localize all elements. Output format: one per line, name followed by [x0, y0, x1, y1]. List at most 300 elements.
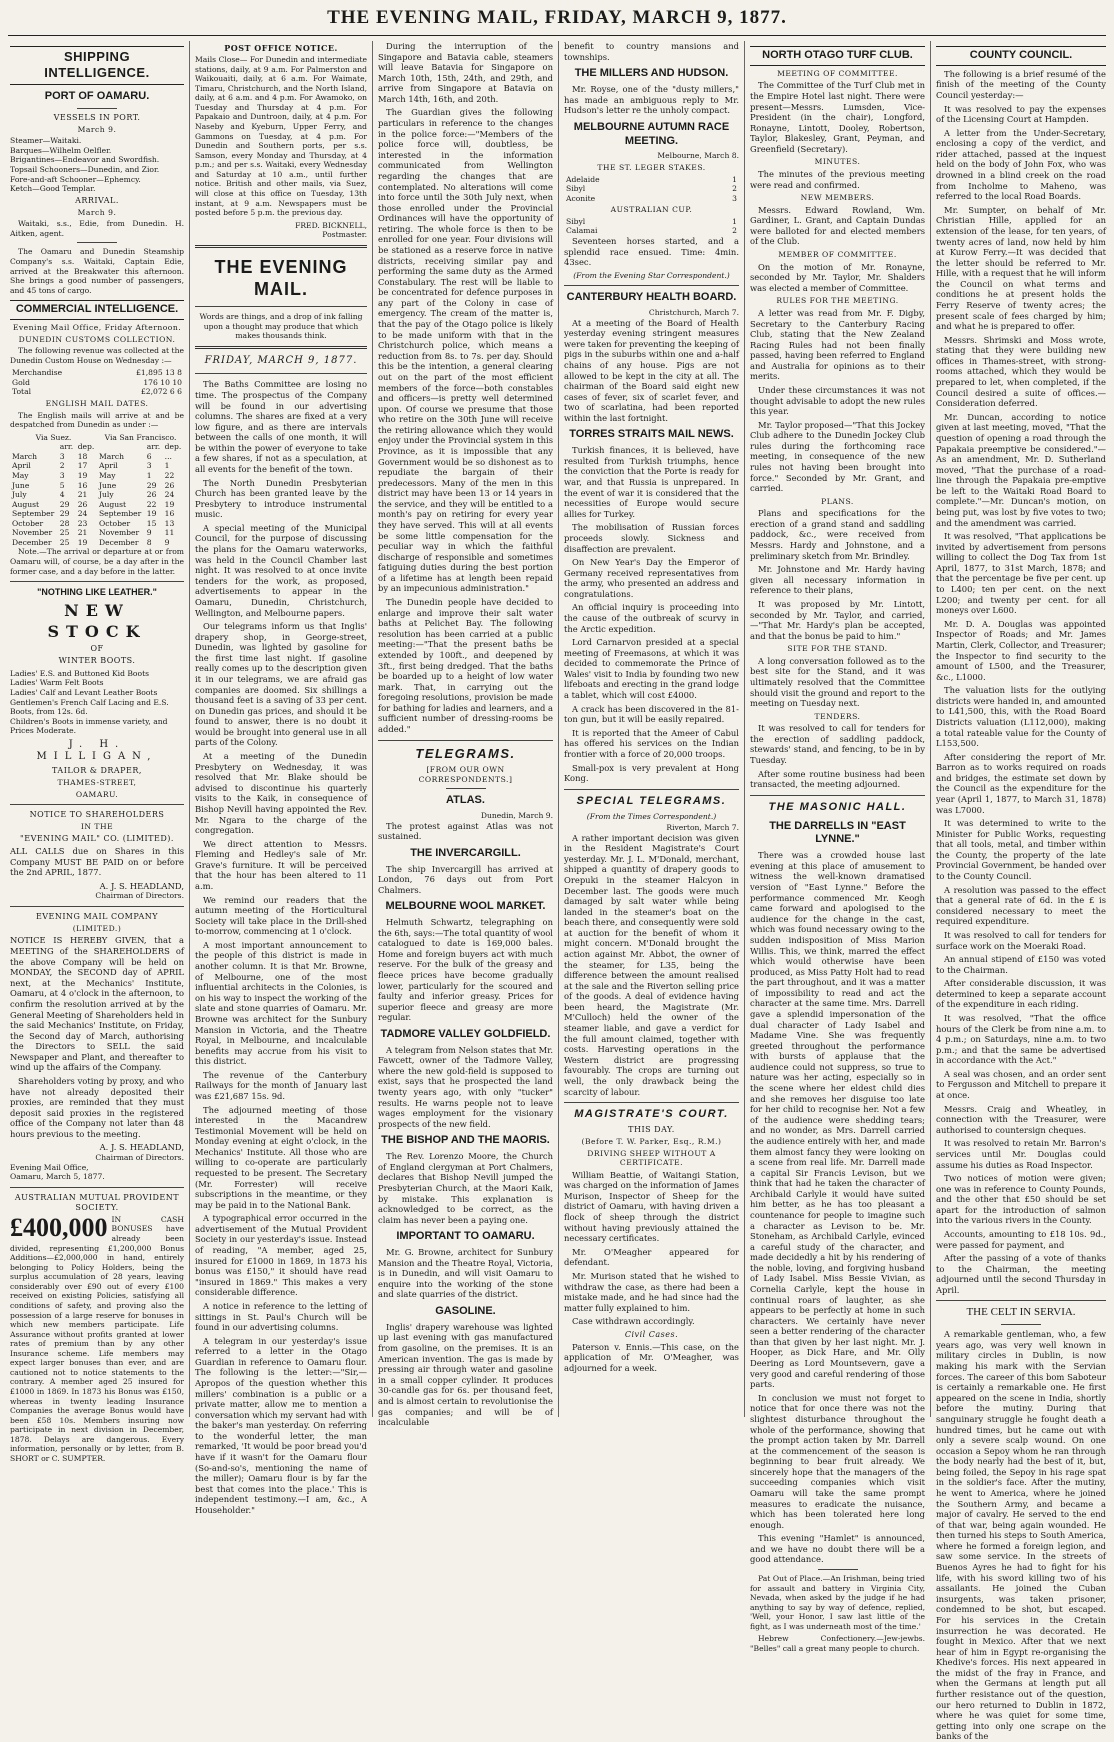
mail-dates-title: ENGLISH MAIL DATES. [45, 399, 149, 408]
list-item: Gentlemen's French Calf Lacing and E.S. Boots, from 12s. 6d. [10, 697, 169, 717]
table-cell: 29 [146, 480, 157, 490]
article-paragraph: A most important announcement to the people of this district is made in another column. It is that Mr. Browne, of Melbourne, one of the most influential architects in the Colonies, is on his way to inspect the working of the slate and stone quarries of Oamaru. Mr. Browne was architect for the Sunbury Mansion in Victoria, and the Theatre Royal, in Melbourne, and incalculable benefits may accrue from his visit to this district. [195, 939, 367, 1067]
divider [10, 804, 184, 805]
article-paragraph: Pat Out of Place.—An Irishman, being tried for assault and battery in Virginia City, Nevada, when asked by the judge if he had anything to say by way of defence, replied, 'Well, your Honor, I saw last little of the fight, as I was underneath most of the time.' [750, 1574, 925, 1631]
shipping-title: SHIPPING INTELLIGENCE. [10, 46, 184, 85]
table-cell: 3 [732, 193, 737, 203]
list-item: Ladies' Warm Felt Boots [10, 678, 104, 688]
table-cell: 2 [732, 226, 737, 236]
table-cell: Sibyl [566, 216, 586, 226]
company-title: EVENING MAIL COMPANY [35, 911, 159, 921]
plans-head: PLANS. [821, 496, 854, 506]
table-row [10, 378, 184, 388]
table-cell: June [98, 480, 117, 490]
mail-note: The English mails will arrive at and be despatched from Dunedin as under :— [10, 410, 184, 430]
race-title: MELBOURNE AUTUMN RACE MEETING. [573, 120, 730, 147]
customs-note: The following revenue was collected at the Dunedin Custom House on Wednesday :— [10, 346, 184, 365]
magistrate-title: MAGISTRATE'S COURT. [574, 1108, 729, 1121]
port-title: PORT OF OAMARU. [44, 89, 150, 102]
article-paragraph: Mr. Duncan, according to notice given at last meeting, moved, "That the question of opening a road through the Papakaia preemptive be considered."—As an amendment, Mr. D. Sutherland moved, "That the purchase of a road-line through the Papakaia pre-emptive be left to the Waitaki Road Board to complete."—Mr. Duncan's motion, on being put, was lost by five votes to two; and the amendment was carried. [936, 411, 1106, 528]
misc-paragraphs [750, 1574, 925, 1654]
table-cell: 4 [59, 490, 65, 500]
article-paragraph: Mr. Johnstone and Mr. Hardy having given all necessary information in reference to their plans, [750, 564, 925, 596]
table-cell: 26 [77, 499, 88, 509]
column-rule [930, 41, 931, 1417]
table-row [10, 509, 184, 519]
article-paragraph: It was resolved, "That applications be invited by advertisement from persons willing to collect the Dog Tax from 1st April, 1877, to 31st March, 1878; and that the percentage be five per cent. up to L400; ten per cent. on the next L200; and twenty per cent. for all moneys over L600. [936, 531, 1106, 616]
table-cell: Adelaide [566, 174, 600, 184]
divider [10, 1187, 184, 1188]
calls-signature: A. J. S. HEADLAND, [99, 880, 184, 891]
millers-text: Mr. Royse, one of the "dusty millers," has made an ambiguous reply to Mr. Hudson's letter re the unholy compact. [564, 84, 739, 116]
millers-title: THE MILLERS AND HUDSON. [574, 67, 729, 80]
celt-title: THE CELT IN SERVIA. [966, 1306, 1076, 1319]
table-cell: Sibyl [566, 184, 586, 194]
article-paragraph: Messrs. Shrimski and Moss wrote, stating that they were building new offices in Thames-street, with strong-rooms attached, which they would be prepared to let, when completed, if the Council desired a suite of offices.—Consideration deferred. [936, 334, 1106, 409]
table-row [10, 461, 184, 471]
article-paragraph: The Baths Committee are losing no time. The prospectus of the Company will be found in our advertising columns. The shares are fixed at a very low figure, and as there are intervals between the calls of one month, it will be within the power of everyone to take a few shares, if not as a speculation, at all events for the benefit of the town. [195, 379, 367, 475]
table-cell: July [98, 490, 114, 500]
site-head: SITE FOR THE STAND. [787, 644, 888, 654]
meeting-text-2: Shareholders voting by proxy, and who have not already deposited their proxies, are reminded that they must deposit said proxies in the registered office of the Company not later than 48 hours previous to the meeting. [10, 1076, 184, 1139]
table-cell: 5 [59, 480, 65, 490]
amp-title: AUSTRALIAN MUTUAL PROVIDENT SOCIETY. [14, 1192, 180, 1212]
vessel-list [10, 136, 184, 193]
divider [750, 795, 925, 796]
table-header: arr. [59, 442, 74, 452]
atlas-title: ATLAS. [446, 794, 485, 807]
leather-title: "NOTHING LIKE LEATHER." [37, 587, 157, 598]
arrival-title: ARRIVAL. [75, 195, 119, 205]
gasoline-text: Inglis' drapery warehouse was lighted up last evening with gas manufactured from gasoline, on the premises. It is an American invention. The gas is made by pressing air through water and gasoline in a small copper cylinder. It produces 30-candle gas for 6s. per thousand feet, and is almost certain to revolutionise the gas companies; and will be of incalculable [378, 1321, 553, 1428]
table-cell: April [12, 461, 31, 471]
column-1 [10, 41, 184, 1463]
customs-title: DUNEDIN CUSTOMS COLLECTION. [18, 334, 176, 344]
list-item: Ladies' Calf and Levant Leather Boots [10, 688, 158, 698]
table-cell: £2,072 6 6 [140, 387, 182, 397]
tadmore-title: TADMORE VALLEY GOLDFIELD. [380, 1027, 551, 1040]
table-cell: 176 10 10 [143, 377, 182, 387]
turf-intro: The Committee of the Turf Club met in the Empire Hotel last night. There were present—Messrs. Lumsden, Vice-President (in the chair), Longford, Ronayne, Lintott, Dooley, Robertson, Taylor, Blakesley, Grant, Peyman, and Greenfield (Secretary). [750, 80, 925, 154]
shipping-note: The Oamaru and Dunedin Steamship Company's s.s. Waitaki, Captain Edie, arrived at the Breakwater this afternoon. She brings a good number of passengers, and 45 tons of cargo. [10, 247, 184, 295]
invercargill-text: The ship Invercargill has arrived at London, 76 days out from Port Chalmers. [378, 863, 553, 895]
article-paragraph: After some routine business had been transacted, the meeting adjourned. [750, 768, 925, 790]
table-cell: 13 [164, 518, 175, 528]
article-paragraph: Case withdrawn accordingly. [572, 1316, 695, 1327]
article-paragraph: The adjourned meeting of those interested in the Macandrew Testimonial Movement will be held on Monday evening at eight o'clock, in the Mechanics' Institute. All those who are willing to co-operate are particularly requested to be present. The Secretary (Mr. Forrester) will receive subscriptions in the meantime, or they may be paid in to the National Bank. [195, 1104, 367, 1210]
race-text: Seventeen horses started, and a splendid race ensued. Time: 4min. 43sec. [564, 235, 739, 268]
divider [77, 242, 117, 243]
health-date: Christchurch, March 7. [648, 308, 739, 318]
article-paragraph: A telegram in our yesterday's issue referred to a letter in the Otago Guardian in reference to Oamaru flour. The following is the letter:—"Sir,—Apropos of the question whether this millers' combination is a public or a private matter, allow me to mention a conversation which my servant had with the baker's man yesterday. On referring to the wonderful letter, the man remarked, 'It would be poor bread you'd have if it wasn't for the Oamaru flour (So-and-so's, mentioning the name of the miller); Oamaru flour is by far the best that comes into the place.' This is independent testimony.—I am, &c., A Householder." [195, 1335, 367, 1515]
article-paragraph: It was resolved to call for tenders for the erection of saddling paddock, stewards' stand, and fencing, to be in by Tuesday. [750, 723, 925, 765]
news-paragraphs [378, 41, 553, 735]
table-cell: Gold [12, 377, 30, 387]
table-cell: 25 [59, 537, 70, 547]
leather-of: OF [90, 643, 104, 653]
article-paragraph: Small-pox is very prevalent at Hong Kong. [564, 762, 739, 784]
table-cell: 23 [77, 518, 88, 528]
table-cell [97, 442, 145, 452]
article-paragraph: The mobilisation of Russian forces proceeds slowly. Sickness and disaffection are prevalent. [564, 522, 739, 554]
table-cell: 11 [164, 528, 175, 538]
milligan-town: OAMARU. [75, 789, 119, 799]
article-paragraph: A notice in reference to the letting of sittings in St. Paul's Church will be found in our advertising columns. [195, 1300, 367, 1333]
divider [564, 285, 739, 286]
commercial-title: COMMERCIAL INTELLIGENCE. [10, 300, 184, 320]
divider [446, 788, 486, 789]
table-cell: 1 [732, 174, 737, 184]
article-paragraph: The North Dunedin Presbyterian Church has been granted leave by the Presbytery to introduce instrumental music. [195, 477, 367, 520]
table-cell: August [98, 499, 127, 509]
table-cell: 18 [77, 451, 88, 461]
post-office-title: POST OFFICE NOTICE. [224, 43, 338, 53]
article-paragraph: There was a crowded house last evening at this place of amusement to witness the well-known dramatised version of "East Lynne." Before the performance commenced Mr. Keogh came forward and apologised to the audience for the change in the cast, which was found necessary owing to the sudden indisposition of Miss Marion Willis. This, we think, marred the effect which would otherwise have been produced, as Miss Patty Holt had to read the part throughout, and it was a matter of impossibility to read and act the character at the same time. Mrs. Darrell gave a splendid impersonation of the dual character of Lady Isabel and Madame Vine. She was frequently greeted throughout the performance with bursts of applause that the audience could not suppress, so true to nature was her acting, especially so in the scene where her eldest child dies and she removes her disguise too late for her child to recognise her. Not a few of the audience were shedding tears; and no wonder, as Mrs. Darrell carried the audience entirely with her, and made them almost fancy they were looking on a scene from real life. Mr. Darrell made a capital Sir Francis Levison, but we think that had he taken the character of Archibald Carlyle it would have suited him better, as he has too pleasant a countenance for people to imagine such a character as Levison to be. Mr. Stoneham, as Archibald Carlyle, evinced a careful study of the character, and made decidedly a hit by his rendering of the noble, loving, and forgiving husband of Lady Isabel. Miss Bessie Vivian, as Cornelia Carlyle, kept the house in continual roars of laughter, as she appears to be perfectly at home in such characters. We certainly have never seen a better rendering of the character than that given by her last night. Mr. J. Hooper, as Dick Hare, and Mr. Olly Deering as Lord Mountsevern, gave a very good and careful rendering of those parts. [750, 850, 925, 1390]
table-header: Via San Francisco. [104, 432, 177, 442]
table-cell: 22 [146, 499, 157, 509]
telegrams-sub: [FROM OUR OWN CORRESPONDENTS.] [418, 764, 513, 784]
article-paragraph: Mr. D. A. Douglas was appointed Inspector of Roads; and Mr. James Martin, Clerk, Collector, and Treasurer; the Inspector to find security to the amount of L500, and the Treasurer, &c., L1000. [936, 618, 1106, 682]
article-paragraph: It was proposed by Mr. Lintott, seconded by Mr. Taylor, and carried,—"That Mr. Hardy's plan be accepted, and that the bonus be paid to him." [750, 598, 925, 641]
meeting-date: Oamaru, March 5, 1877. [10, 1172, 105, 1182]
celt-paragraphs [936, 1329, 1106, 1742]
committee-head: MEMBER OF COMMITTEE. [778, 250, 897, 260]
article-paragraph: A remarkable gentleman, who, a few years ago, was very well known in military circles in Dublin, is now making his mark with the Servian forces. The career of this bom Saboteur is certainly a remarkable one. He first appeared on the scene in India, shortly before the mutiny. During that sanguinary struggle he fought death a hundred times, but he came out with only a severe scalp wound. On one occasion a Sepoy whom he ran through the body nearly had the best of it, but, being foiled, the Sepoy in his rage spat in the soldier's face. After the mutiny, he went to America, where he joined the Southern Army, and became a major of cavalry. He served to the end of that war, being again wounded. He then turned his steps to South America, where he formed a foreign legion, and saw some service. In the streets of Buenos Ayres he had to fight for his life, with his sword killing two of his assailants. He joined the Cuban insurgents, was taken prisoner, condemned to be shot, but escaped. For his services in the Cretain insurrection he was decorated. He fought in Mexico. After that we next hear of him in Egypt re-organising the Khedive's forces. His next appeared in the midst of the fray in France, and when the Germans at length put all further resistance out of the question, our hero returned to Dublin in 1872, where he was quiet for some time, getting into only one scrape on the banks of the [936, 1329, 1106, 1742]
rules-head: RULES FOR THE MEETING. [776, 296, 899, 306]
table-row [564, 184, 739, 194]
table-cell: 3 [59, 470, 65, 480]
column-5 [750, 41, 925, 1653]
amp-text: IN CASH BONUSES have already been divided, representing £1,200,000 Bonus Additions—£2,000,000 in hand, entirely belonging to Policy Holders, being the surplus accumulation of 28 years, leaving considerably over £90 out of every £100 received on existing Policies, satisfying all conditions of safety, and proving also the possession of a large reserve for bonuses in which new members participate. Life Assurance without profits granted at lower rates of premium than by any other Insurance scheme. Life members may expect larger bonuses than ever, and are cautioned not to notice statements to the contrary. A member aged 25 insured for £1000 in 1869. In 1873 his Bonus was £150, whereas in twenty leading Insurance Companies the average Bonus would have been £58 10s. Members insuring now participate in next division in December, 1878. Delays are dangerous. Every information, personally or by letter, from B. SHORT or C. SUMPTER. [10, 1214, 184, 1463]
table-cell: 17 [77, 461, 88, 471]
table-row [10, 519, 184, 529]
table-header: dep. [77, 442, 95, 452]
meeting-role: Chairman of Directors. [95, 1153, 184, 1163]
table-row [564, 217, 739, 227]
article-paragraph: An annual stipend of £150 was voted to the Chairman. [936, 954, 1106, 975]
table-row [10, 452, 184, 462]
table-cell: June [12, 480, 30, 490]
table-cell: 2 [59, 461, 65, 471]
table-cell: October [98, 518, 131, 528]
article-paragraph: At a meeting of the Dunedin Presbytery on Wednesday, it was resolved that Mr. Blake should be advised to discontinue his quarterly visits to the Kaik, in consequence of Bishop Nevill having appointed the Rev. Mr. Ngara to the charge of the congregation. [195, 751, 367, 836]
table-row [10, 528, 184, 538]
rules-paragraphs [750, 308, 925, 494]
council-title: COUNTY COUNCIL. [936, 46, 1106, 66]
important-text: Mr. G. Browne, architect for Sunbury Mansion and the Theatre Royal, Victoria, is in Dunedin, and will visit Oamaru to enquire into the working of the stone and slate quarries of the district. [378, 1247, 553, 1300]
table-cell [10, 442, 58, 452]
table-header: Via Suez. [35, 432, 72, 442]
race-cup: AUSTRALIAN CUP. [610, 205, 693, 215]
shareholders-company: "EVENING MAIL" CO. (LIMITED). [20, 833, 174, 843]
article-paragraph: Mr. Sumpter, on behalf of Mr. Christian Hille, applied for an extension of the lease, for ten years, of twenty acres of land, now held by him at Kurow Ferry.—It was decided that the letter should be referred to Mr. Hille, with a request that he will inform the Council on what terms and conditions he at present holds the Ferry Reserve of twenty acres; the present scale of fees charged by him; and what he is prepared to offer. [936, 204, 1106, 332]
table-cell: December [12, 537, 52, 547]
table-cell: September [98, 509, 142, 519]
leather-list [10, 669, 184, 736]
mail-footnote: Note.—The arrival or departure at or from Oamaru will, of course, be a day after in the former case, and a day before in the latter. [10, 547, 184, 576]
table-header: dep. [164, 442, 182, 452]
telegrams-title: TELEGRAMS. [415, 745, 516, 761]
list-item: Ladies' E.S. and Buttoned Kid Boots [10, 668, 150, 678]
race-credit: (From the Evening Star Correspondent.) [573, 270, 730, 280]
article-paragraph: Mr. Murison stated that he wished to withdraw the case, as there had been a mistake made, and he had since had the matter fully explained to him. [564, 1270, 739, 1313]
table-cell: 19 [164, 499, 175, 509]
article-paragraph: A crack has been discovered in the 81-ton gun, but it will be easily repaired. [564, 703, 739, 725]
divider [378, 740, 553, 741]
article-paragraph: Under these circumstances it was not thought advisable to adopt the new rules this year. [750, 384, 925, 417]
special-text: A rather important decision was given in the Resident Magistrate's Court yesterday. Mr. J. L. M'Donald, merchant, shipped a quantity of drapery goods to Orepuki in the steamer Halcyon in December last. The goods were much damaged by salt water while being landed in the steamer's boat on the beach there, and consequently were sold at auction for the benefit of whom it might concern. M'Donald brought the action against Mr. Abbot, the owner of the steamer, for L35, being the difference between the amount realised at the sale and the Riverton selling price of the goods. A deal of evidence having been heard, the Magistrate (Mr. M'Culloch) held the owner of the steamer liable, and gave a verdict for the full amount claimed, together with costs. Harvesting operations in the Western district are progressing favourably. The crops are turning out well, the only drawback being the scarcity of labour. [564, 832, 739, 1097]
minutes-text: The minutes of the previous meeting were read and confirmed. [750, 169, 925, 190]
turf-meeting: MEETING OF COMMITTEE. [777, 68, 898, 78]
table-cell: December [98, 537, 139, 547]
table-cell: 24 [77, 509, 88, 519]
table-cell: October [12, 518, 44, 528]
table-row [10, 387, 184, 397]
table-cell: Merchandise [12, 368, 63, 378]
table-cell: ... [164, 451, 172, 461]
divider [564, 789, 739, 790]
bishop-text: The Rev. Lorenzo Moore, the Church of England clergyman at Port Chalmers, declares that Bishop Nevill jumped the Presbyterian Church, at the Maori Kaik, by mistake. This explanation is acknowledged to be correct, as the claim has never been a paying one. [378, 1151, 553, 1225]
table-cell: 6 [146, 451, 152, 461]
divider [818, 1569, 858, 1570]
milligan-name: J. H. MILLIGAN, [36, 738, 158, 763]
masonic-paragraphs [750, 850, 925, 1565]
mail-table [10, 433, 184, 548]
table-cell: April [98, 461, 118, 471]
race-date: Melbourne, March 8. [657, 151, 739, 161]
article-paragraph: It was resolved to retain Mr. Barron's services until Mr. Douglas could assume his duties as Road Inspector. [936, 1138, 1106, 1170]
table-cell: 1 [732, 216, 737, 226]
list-item: Children's Boots in immense variety, and Prices Moderate. [10, 716, 168, 736]
health-title: CANTERBURY HEALTH BOARD. [566, 291, 737, 304]
article-paragraph: Mr. O'Meagher appeared for defendant. [564, 1246, 739, 1268]
site-text: A long conversation followed as to the best site for the Stand, and it was ultimately resolved that the Committee should visit the ground and report to the meeting on Tuesday next. [750, 655, 925, 709]
article-paragraph: A resolution was passed to the effect that a general rate of 6d. in the £ is considered necessary to meet the required expenditure. [936, 884, 1106, 927]
table-cell: 9 [164, 537, 170, 547]
civil-text: Paterson v. Ennis.—This case, on the application of Mr. O'Meagher, was adjourned for a week. [564, 1341, 739, 1374]
wool-text: Helmuth Schwartz, telegraphing on the 6th, says:—The total quantity of wool catalogued to date is 169,000 bales. Home and foreign buyers act with much reserve. For the bulk of the greasy and fleece prices have become gradually lower, particularly for the scoured and faulty and inferior greasy. Prices for superior fleece and greasy are more regular. [378, 917, 553, 1023]
special-credit: (From the Times Correspondent.) [586, 811, 717, 821]
masthead-rule [8, 35, 1106, 36]
table-cell: May [12, 470, 29, 480]
atlas-date: Dunedin, March 9. [480, 810, 553, 820]
table-cell: 3 [146, 461, 152, 471]
table-row [10, 368, 184, 378]
divider [936, 1300, 1106, 1301]
table-cell: 22 [164, 470, 175, 480]
mail-rows [10, 452, 184, 548]
article-paragraph: The revenue of the Canterbury Railways for the month of January last was £21,687 15s. 9d. [195, 1069, 367, 1101]
table-cell: 21 [77, 490, 88, 500]
table-row [10, 500, 184, 510]
column-rule [189, 41, 190, 1417]
torres-title: TORRES STRAITS MAIL NEWS. [569, 428, 734, 441]
milligan-trade: TAILOR & DRAPER, [52, 766, 142, 776]
vessels-date: March 9. [77, 124, 117, 134]
article-paragraph: Hebrew Confectionery.—Jew-jewbs. "Belles" call a great many people to church. [750, 1634, 925, 1653]
table-header: arr. [146, 442, 161, 452]
list-item: Topsail Schooners—Dunedin, and Zior. [10, 164, 160, 174]
meeting-text: NOTICE IS HEREBY GIVEN, that a MEETING of the SHAREHOLDERS of the above Company will be held on MONDAY, the SECOND day of APRIL next, at the Mechanics' Institute, Oamaru, at 4 o'clock in the afternoon, to confirm the resolution arrived at by the General Meeting of Shareholders held in the said Mechanics' Institute, on Friday, the Second day of March, authorising the Directors to SELL the said Newspaper and Plant, and thereafter to wind up the affairs of the Company. [10, 935, 184, 1073]
meeting-signature: A. J. S. HEADLAND, [99, 1142, 184, 1153]
table-cell: March [12, 451, 38, 461]
darrells-title: THE DARRELLS IN "EAST LYNNE." [769, 819, 906, 846]
table-row [10, 490, 184, 500]
wool-title: MELBOURNE WOOL MARKET. [385, 900, 546, 913]
table-cell: 25 [59, 528, 70, 538]
magistrate-before: (Before T. W. Parker, Esq., R.M.) [581, 1137, 722, 1147]
table-cell: Aconite [566, 193, 596, 203]
race-stakes: THE ST. LEGER STAKES. [597, 163, 706, 173]
torres-paragraphs [564, 445, 739, 783]
article-paragraph: It was resolved, "That the office hours of the Clerk be from nine a.m. to 4 p.m.; on Saturdays, nine a.m. to two p.m.; and that the same be advertised in accordance with the Act." [936, 1013, 1106, 1066]
column-rule [558, 41, 559, 1417]
article-paragraph: It is reported that the Ameer of Cabul has offered his services on the Indian frontier with a force of 20,000 troops. [564, 727, 739, 759]
table-cell: 8 [146, 537, 152, 547]
article-paragraph: After the passing of a vote of thanks to the Chairman, the meeting adjourned until the second Thursday in April. [936, 1253, 1106, 1295]
leather-new: NEW STOCK [47, 601, 147, 641]
table-row [10, 481, 184, 491]
table-row [564, 226, 739, 236]
company-sub: (LIMITED.) [72, 923, 122, 933]
article-paragraph: A typographical error occurred in the advertisement of the Mutual Provident Society in our yesterday's issue. Instead of reading, "A member, aged 25, insured for £1000 in 1869, in 1873 his bonus was £150," it should have read "insured in 1869." This makes a very considerable difference. [195, 1213, 367, 1298]
calls-role: Chairman of Directors. [95, 891, 184, 901]
table-cell: 1 [164, 461, 170, 471]
article-paragraph: A letter from the Under-Secretary, enclosing a copy of the verdict, and rider attached, passed at the inquest held on the body of John Fox, who was drowned in a blind creek on the road from Incholme to Maheno, was referred to the local Road Boards. [936, 127, 1106, 202]
table-cell: Total [12, 387, 32, 397]
article-paragraph: It was resolved to call for tenders for surface work on the Moeraki Road. [936, 929, 1106, 951]
article-paragraph: After considering the report of Mr. Barron as to works required on roads and bridges, the estimate set down by the Council as the expenditure for the year (April 1, 1877, to March 31, 1878) was L7000. [936, 751, 1106, 815]
sheep-paragraphs [564, 1170, 739, 1327]
civil-title: Civil Cases. [624, 1329, 679, 1339]
table-cell: November [98, 528, 140, 538]
article-paragraph: An official inquiry is proceeding into the cause of the outbreak of scurvy in the Arctic expedition. [564, 602, 739, 634]
atlas-text: The protest against Atlas was not sustained. [378, 820, 553, 842]
riverton-date: Riverton, March 7. [666, 823, 739, 833]
vessels-title: VESSELS IN PORT. [53, 112, 141, 122]
sheep-title: DRIVING SHEEP WITHOUT A CERTIFICATE. [587, 1148, 716, 1168]
list-item: Barques—Wilhelm Oelfler. [10, 145, 112, 155]
table-cell: £1,895 13 8 [136, 368, 182, 378]
magistrate-day: THIS DAY. [628, 1124, 675, 1134]
members-head: NEW MEMBERS. [800, 193, 875, 203]
table-cell: 15 [146, 518, 157, 528]
divider [10, 581, 184, 582]
members-text: Messrs. Edward Rowland, Wm. Gardiner, L. Grant, and Captain Dundas were balloted for and elected members of the Club. [750, 204, 925, 247]
table-cell: 29 [59, 499, 70, 509]
calls-text: ALL CALLS due on Shares in this Company MUST BE PAID on or before the 2nd APRIL, 1877. [10, 845, 184, 878]
article-paragraph: A seal was chosen, and an order sent to Fergusson and Mitchell to prepare it at once. [936, 1068, 1106, 1101]
article-paragraph: After considerable discussion, it was determined to keep a separate account of the expenditure in each riding. [936, 978, 1106, 1010]
article-paragraph: Two notices of motion were given; one was in reference to County Pounds, and the other that £50 should be set apart for the introduction of salmon into the various rivers in the County. [936, 1173, 1106, 1226]
article-paragraph: Plans and specifications for the erection of a grand stand and saddling paddock, &c., were received from Messrs. Hardy and Johnstone, and a preliminary sketch from Mr. Brindley. [750, 508, 925, 561]
table-cell: 21 [77, 528, 88, 538]
cup-table [564, 217, 739, 236]
paper-motto: Words are things, and a drop of ink falling upon a thought may produce that which makes thousands think. [199, 312, 363, 341]
leather-winter: WINTER BOOTS. [58, 655, 136, 665]
committee-text: On the motion of Mr. Ronayne, seconded by Mr. Taylor, Mr. Shalders was elected a member of Committee. [750, 261, 925, 293]
arrival-date: March 9. [77, 207, 117, 217]
article-paragraph: Lord Carnarvon presided at a special meeting of Freemasons, at which it was decided to commemorate the Prince of Wales' visit to India by founding two new lifeboats and erecting in the grand lodge a tablet, which will cost £4000. [564, 637, 739, 701]
table-cell: 16 [77, 480, 88, 490]
milligan-street: THAMES-STREET, [57, 778, 137, 788]
issue-dateline: FRIDAY, MARCH 9, 1877. [204, 354, 358, 366]
article-paragraph: It was resolved to pay the expenses of the Licensing Court at Hampden. [936, 103, 1106, 125]
table-cell: 26 [164, 480, 175, 490]
table-cell: 19 [77, 470, 88, 480]
divider [77, 108, 117, 109]
race-table [564, 175, 739, 204]
important-title: IMPORTANT TO OAMARU. [396, 1230, 535, 1243]
divider [195, 346, 367, 349]
divider [564, 1102, 739, 1103]
commercial-intro: Evening Mail Office, Friday Afternoon. [12, 323, 182, 333]
article-paragraph: During the interruption of the Singapore and Batavia cable, steamers will leave Batavia for Singapore on March 10th, 15th, 24th, and 29th, and arrive from Singapore at Batavia on March 14th, 16th, and 20th. [378, 41, 553, 104]
table-row [10, 471, 184, 481]
table-row [10, 442, 184, 452]
masthead: THE EVENING MAIL, FRIDAY, MARCH 9, 1877. [327, 7, 787, 28]
article-paragraph: William Beattie, of Waitangi Station, was charged on the information of James Murison, Inspector of Sheep for the district of Oamaru, with having driven a flock of sheep through the district without having previously attained the necessary certificates. [564, 1169, 739, 1244]
article-paragraph: Accounts, amounting to £18 10s. 9d., were passed for payment, and [936, 1228, 1106, 1250]
article-paragraph: It was determined to write to the Minister for Public Works, requesting that all tools, metal, and timber within the County, the property of the late Provincial Government, be handed over to the County Council. [936, 818, 1106, 882]
article-paragraph: Messrs. Craig and Wheatley, in connection with the Treasurer, were authorised to countersign cheques. [936, 1103, 1106, 1135]
article-paragraph: Mr. Taylor proposed—"That this Jockey Club adhere to the Dunedin Jockey Club rules during the forthcoming race meeting, in consequence of the new rules not having been brought into force." Seconded by Mr. Grant, and carried. [750, 419, 925, 494]
list-item: Brigantines—Endeavor and Swordfish. [10, 155, 160, 165]
table-row [564, 194, 739, 204]
article-paragraph: The following is a brief resumé of the finish of the meeting of the County Council yesterday:— [936, 68, 1106, 101]
table-cell: May [98, 470, 116, 480]
article-paragraph: A special meeting of the Municipal Council, for the purpose of discussing the plans for the Oamaru waterworks, was held in the Council Chamber last night. It was resolved to at once invite tenders for the work, as proposed, advertisements to appear in the Oamaru, Dunedin, Christchurch, Wellington, and Melbourne papers. [195, 522, 367, 618]
table-cell: 3 [59, 451, 65, 461]
table-cell: 1 [146, 470, 152, 480]
article-paragraph: We remind our readers that the autumn meeting of the Horticultural Society will take place in the Drill-shed to-morrow, commencing at 1 o'clock. [195, 894, 367, 937]
article-paragraph: This evening "Hamlet" is announced, and we have no doubt there will be a good attendance. [750, 1533, 925, 1565]
gasoline-title: GASOLINE. [435, 1305, 496, 1318]
divider [10, 906, 184, 907]
shareholders-title: NOTICE TO SHAREHOLDERS [29, 810, 165, 820]
minutes-head: MINUTES. [814, 157, 861, 167]
divider [195, 245, 367, 248]
bishop-title: THE BISHOP AND THE MAORIS. [381, 1134, 550, 1147]
list-item: Steamer—Waitaki. [10, 136, 82, 146]
customs-table [10, 368, 184, 397]
council-paragraphs [936, 69, 1106, 1296]
list-item: Ketch—Good Templar. [10, 184, 96, 194]
table-cell: 19 [146, 509, 157, 519]
article-paragraph: The Guardian gives the following particulars in reference to the changes in the police force:—"Members of the police force will, doubtless, be interested in the information communicated from Wellington regarding the changes that are contemplated. No alterations will come into force until the 30th July next, when those enrolled under the Provincial Ordinances will have the opportunity of retiring. The whole force is then to be enrolled for one year. Four divisions will be stationed as a reserve force in native districts, receiving similar pay and performing the same duty as the Armed Constabulary. The rest will be liable to be concentrated for defence purposes in any part of the Colony in case of emergency. The cream of the matter is, that the pay of the Otago police is likely to be made uniform with that in the Christchurch police, which means a reduction from 8s. to 7s. per day. Should this be the intention, a general clearing out on the part of the most efficient members of the force—both constables and officers—is pretty well determined upon. Of course we presume that those who retire on the 30th June will receive the retiring allowance which they would enjoy under the Provincial system in this Province, as it is impossible that any Government would be so dishonest as to repudiate the bargain of their predecessors. Many of the men in this district may have been 13 or 14 years in the service, and they will be entitled to a month's pay on retiring for every year they have served. This will at all events be some little compensation for the peculiar way in which the faithful discharge of responsible and sometimes fatiguing duties during the best portion of a lifetime has at length been repaid by an impecunious administration." [378, 107, 553, 594]
arrival-text: Waitaki, s.s., Edie, from Dunedin. H. Aitken, agent. [10, 219, 184, 238]
meeting-office: Evening Mail Office, [10, 1162, 89, 1172]
column-rule [372, 41, 373, 1417]
table-cell: 28 [59, 518, 70, 528]
column-2 [195, 41, 367, 1515]
table-cell: 9 [146, 528, 152, 538]
post-office-signature: FRED. BICKNELL, [295, 220, 367, 230]
shareholders-sub: IN THE [80, 822, 114, 832]
tadmore-text: A telegram from Nelson states that Mr. Fawcett, owner of the Tadmore Valley, where the new gold-field is supposed to exist, says that he prospected the land twenty years ago, with only "tucker" results. He warns people not to leave wages employment for the visionary prospects of the new field. [378, 1044, 553, 1129]
article-paragraph: Our telegrams inform us that Inglis' drapery shop, in George-street, Dunedin, was lighted by gasoline for the first time last night. If gasoline really comes up to the description given it in our telegrams, we are afraid gas companies are doomed. Six shillings a thousand feet is a saving of 33 per cent. on Dunedin gas prices, and should it be found to answer, there is no doubt it would be brought into general use in all parts of the Colony. [195, 621, 367, 748]
table-cell: 19 [77, 537, 88, 547]
article-paragraph: The Dunedin people have decided to enlarge and improve their salt water baths at Pelichet Bay. The following resolution has been carried at a public meeting:—"That the present baths be extended by 100ft., and deepened by 3ft., first being dredged. That the baths be boarded up to a height of low water mark. That, in carrying out the foregoing resolutions, provision be made for bathing for ladies and learners, and a sufficient number of dressing-rooms be added." [378, 597, 553, 734]
invercargill-title: THE INVERCARGILL. [410, 846, 521, 859]
table-row [10, 433, 184, 443]
table-cell: Calamai [566, 226, 598, 236]
table-cell: August [12, 499, 40, 509]
article-paragraph: We direct attention to Messrs. Fleming and Hedley's sale of Mr. Grave's furniture. It will be perceived that the hour has been altered to 11 a.m. [195, 838, 367, 891]
column-3 [378, 41, 553, 1428]
list-item: Fore-and-aft Schooner—Ephemcy. [10, 174, 141, 184]
paper-logo: THE EVENING MAIL. [214, 256, 348, 300]
